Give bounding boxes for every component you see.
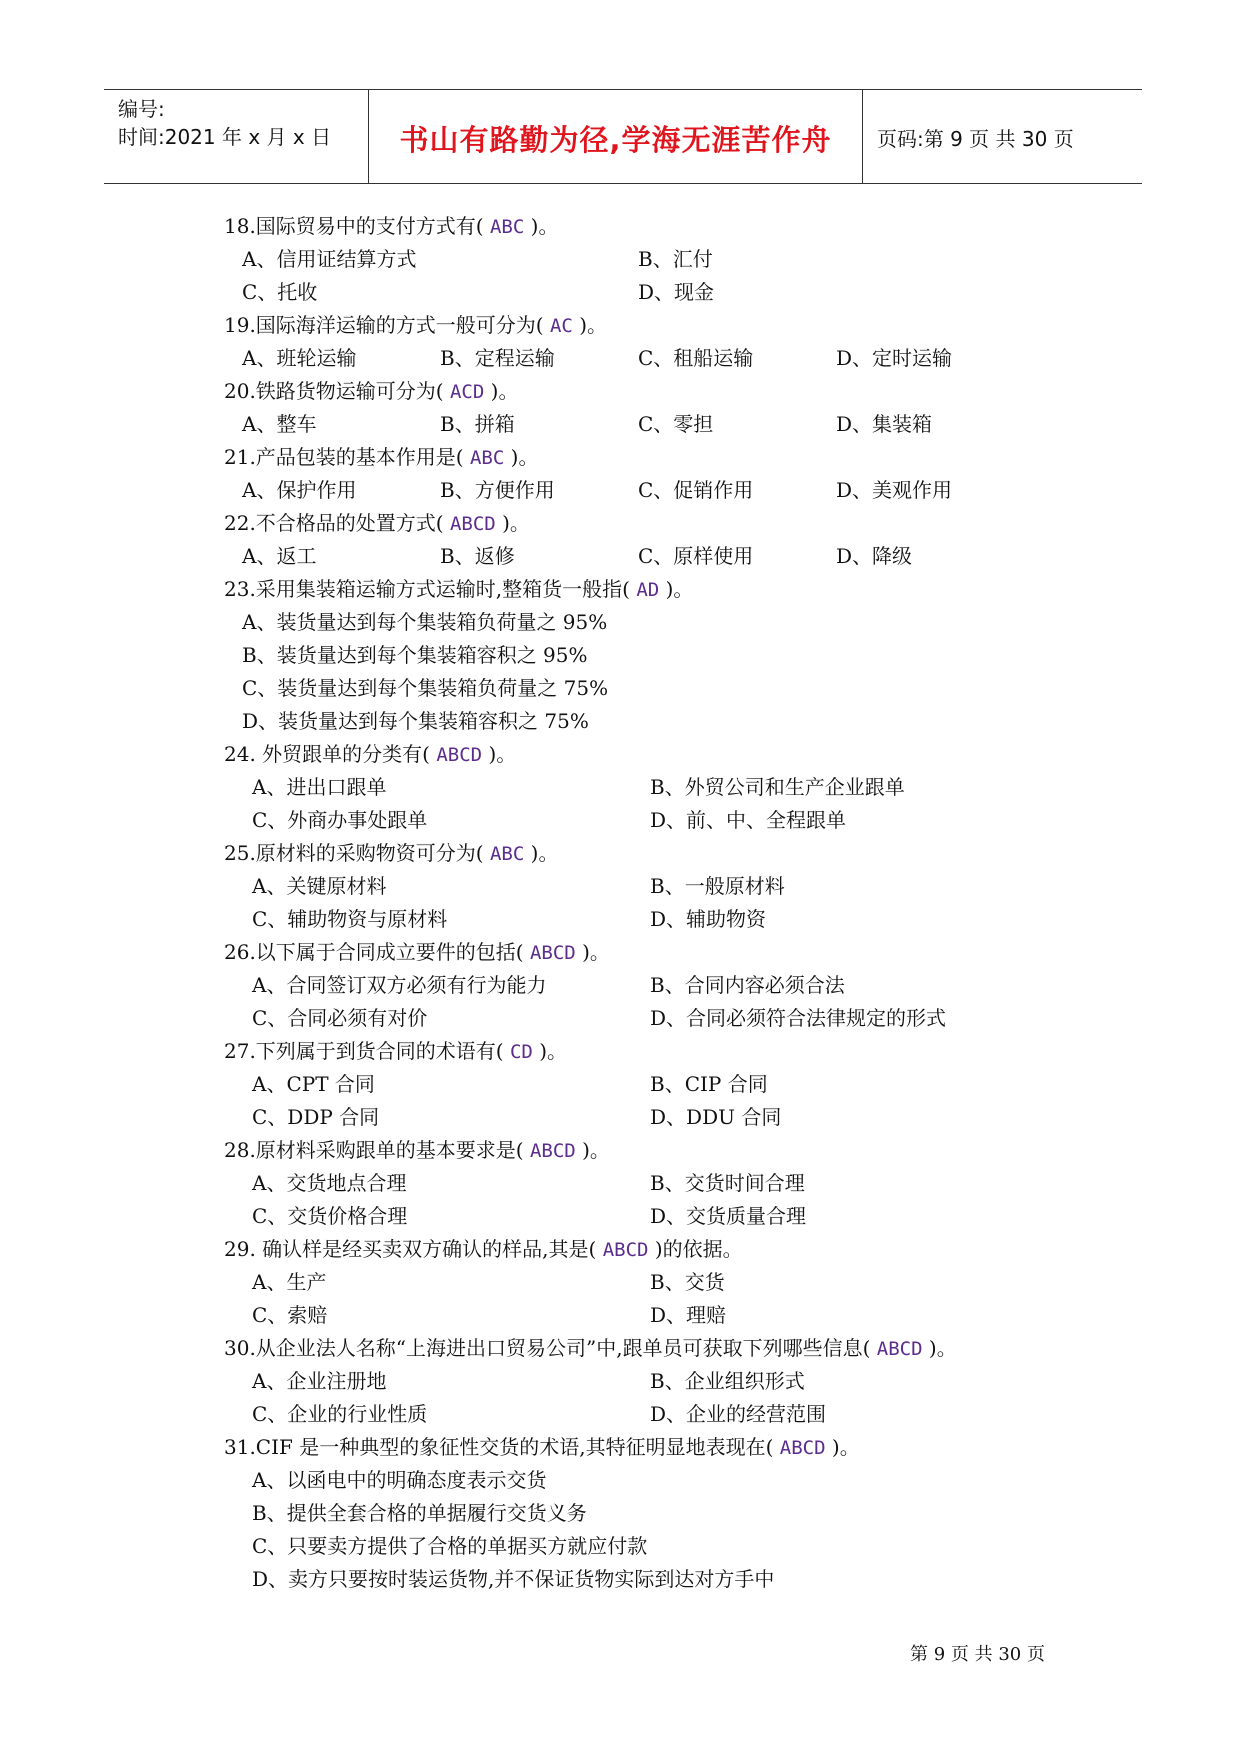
option-text: D、降级: [836, 544, 913, 568]
option-text: C、辅助物资与原材料: [252, 907, 448, 931]
option-text: B、定程运输: [440, 346, 555, 370]
option-text: D、定时运输: [836, 346, 953, 370]
option-text: D、集装箱: [836, 412, 933, 436]
option-text: A、信用证结算方式: [242, 247, 417, 271]
option-row: [224, 540, 1084, 573]
option-row: [224, 705, 1084, 738]
option-text: C、外商办事处跟单: [252, 808, 428, 832]
time-label: 时间:2021 年 x 月 x 日: [118, 125, 332, 149]
option-text: A、关键原材料: [252, 874, 387, 898]
option-text: C、DDP 合同: [252, 1105, 380, 1129]
option-text: C、合同必须有对价: [252, 1006, 428, 1030]
answer-text: ABC: [469, 447, 505, 469]
motto: 书山有路勤为径,学海无涯苦作舟: [399, 123, 832, 157]
answer-text: ABCD: [779, 1437, 826, 1459]
answer-text: ABCD: [602, 1239, 649, 1261]
option-text: A、CPT 合同: [252, 1072, 375, 1096]
question-text: 22.不合格品的处置方式(: [224, 511, 444, 535]
question-tail: )。: [490, 379, 519, 403]
question-list: [224, 210, 1084, 1596]
question-text: 19.国际海洋运输的方式一般可分为(: [224, 313, 544, 337]
option-text: C、托收: [242, 280, 318, 304]
option-row: [224, 1068, 1084, 1101]
question-text: 29. 确认样是经买卖双方确认的样品,其是(: [224, 1237, 597, 1261]
option-text: D、DDU 合同: [650, 1105, 782, 1129]
option-row: [224, 1101, 1084, 1134]
header-motto-cell: [369, 90, 863, 183]
option-text: C、原样使用: [638, 544, 754, 568]
question-tail: )。: [502, 511, 530, 535]
option-text: D、现金: [638, 280, 715, 304]
option-text: A、交货地点合理: [252, 1171, 407, 1195]
option-text: B、提供全套合格的单据履行交货义务: [252, 1501, 587, 1525]
option-row: [224, 804, 1084, 837]
option-text: B、外贸公司和生产企业跟单: [650, 775, 905, 799]
option-text: B、交货: [650, 1270, 725, 1294]
answer-text: ABCD: [436, 744, 483, 766]
option-text: D、装货量达到每个集装箱容积之 75%: [242, 709, 589, 733]
option-row: [224, 1464, 1084, 1497]
question-stem: [224, 441, 1084, 474]
option-text: A、企业注册地: [252, 1369, 387, 1393]
answer-text: CD: [509, 1041, 533, 1063]
option-text: C、促销作用: [638, 478, 754, 502]
option-row: [224, 276, 1084, 309]
answer-text: ABC: [489, 216, 525, 238]
option-row: [224, 1002, 1084, 1035]
question-tail: )的依据。: [654, 1237, 743, 1261]
question-tail: )。: [539, 1039, 568, 1063]
option-row: [224, 1563, 1084, 1596]
question-text: 31.CIF 是一种典型的象征性交货的术语,其特征明显地表现在(: [224, 1435, 774, 1459]
question-tail: )。: [582, 940, 610, 964]
question-tail: )。: [530, 841, 559, 865]
option-text: A、返工: [242, 544, 317, 568]
question-stem: [224, 1035, 1084, 1068]
option-text: B、交货时间合理: [650, 1171, 805, 1195]
number-label: 编号:: [118, 97, 165, 121]
option-text: B、装货量达到每个集装箱容积之 95%: [242, 643, 588, 667]
option-row: [224, 870, 1084, 903]
question-text: 30.从企业法人名称“上海进出口贸易公司”中,跟单员可获取下列哪些信息(: [224, 1336, 871, 1360]
option-text: A、整车: [242, 412, 317, 436]
question-tail: )。: [510, 445, 539, 469]
option-text: C、租船运输: [638, 346, 754, 370]
question-text: 26.以下属于合同成立要件的包括(: [224, 940, 524, 964]
question-text: 18.国际贸易中的支付方式有(: [224, 214, 484, 238]
option-text: D、交货质量合理: [650, 1204, 807, 1228]
option-row: [224, 1530, 1084, 1563]
header-page-cell: [863, 90, 1142, 183]
option-row: [224, 969, 1084, 1002]
option-text: C、索赔: [252, 1303, 328, 1327]
option-text: C、装货量达到每个集装箱负荷量之 75%: [242, 676, 609, 700]
option-row: [224, 639, 1084, 672]
answer-text: ABCD: [449, 513, 496, 535]
option-row: [224, 1266, 1084, 1299]
option-text: B、方便作用: [440, 478, 555, 502]
question-tail: )。: [488, 742, 517, 766]
option-row: [224, 903, 1084, 936]
question-stem: [224, 210, 1084, 243]
option-text: C、只要卖方提供了合格的单据买方就应付款: [252, 1534, 648, 1558]
answer-text: AC: [549, 315, 573, 337]
answer-text: ABCD: [529, 1140, 576, 1162]
option-text: B、汇付: [638, 247, 713, 271]
option-text: D、辅助物资: [650, 907, 767, 931]
question-stem: [224, 1233, 1084, 1266]
question-stem: [224, 1332, 1084, 1365]
option-text: A、进出口跟单: [252, 775, 387, 799]
question-tail: )。: [582, 1138, 610, 1162]
option-text: A、生产: [252, 1270, 327, 1294]
question-text: 25.原材料的采购物资可分为(: [224, 841, 484, 865]
question-stem: [224, 1134, 1084, 1167]
question-stem: [224, 507, 1084, 540]
option-text: C、交货价格合理: [252, 1204, 408, 1228]
option-text: D、卖方只要按时装运货物,并不保证货物实际到达对方手中: [252, 1567, 775, 1591]
option-text: B、拼箱: [440, 412, 515, 436]
question-text: 23.采用集装箱运输方式运输时,整箱货一般指(: [224, 577, 630, 601]
option-text: D、理赔: [650, 1303, 727, 1327]
option-text: D、企业的经营范围: [650, 1402, 827, 1426]
option-row: [224, 342, 1084, 375]
question-tail: )。: [928, 1336, 957, 1360]
option-text: C、零担: [638, 412, 714, 436]
question-text: 21.产品包装的基本作用是(: [224, 445, 464, 469]
page-label: 页码:第 9 页 共 30 页: [877, 127, 1074, 151]
question-tail: )。: [831, 1435, 860, 1459]
answer-text: ABC: [489, 843, 525, 865]
question-text: 27.下列属于到货合同的术语有(: [224, 1039, 504, 1063]
page-header: [104, 89, 1142, 184]
option-row: [224, 771, 1084, 804]
option-row: [224, 672, 1084, 705]
question-tail: )。: [665, 577, 694, 601]
option-text: B、CIP 合同: [650, 1072, 768, 1096]
question-stem: [224, 738, 1084, 771]
option-row: [224, 1299, 1084, 1332]
option-text: A、装货量达到每个集装箱负荷量之 95%: [242, 610, 608, 634]
option-row: [224, 474, 1084, 507]
option-text: D、前、中、全程跟单: [650, 808, 847, 832]
question-stem: [224, 375, 1084, 408]
option-text: A、合同签订双方必须有行为能力: [252, 973, 547, 997]
question-stem: [224, 309, 1084, 342]
option-row: [224, 243, 1084, 276]
question-stem: [224, 573, 1084, 606]
option-row: [224, 408, 1084, 441]
question-text: 28.原材料采购跟单的基本要求是(: [224, 1138, 524, 1162]
answer-text: AD: [636, 579, 660, 601]
answer-text: ACD: [449, 381, 485, 403]
answer-text: ABCD: [876, 1338, 923, 1360]
option-row: [224, 1200, 1084, 1233]
question-text: 24. 外贸跟单的分类有(: [224, 742, 430, 766]
option-text: D、美观作用: [836, 478, 953, 502]
question-text: 20.铁路货物运输可分为(: [224, 379, 444, 403]
option-text: B、合同内容必须合法: [650, 973, 845, 997]
option-text: B、企业组织形式: [650, 1369, 805, 1393]
option-row: [224, 1497, 1084, 1530]
page-footer: 第 9 页 共 30 页: [910, 1644, 1045, 1665]
option-text: A、以函电中的明确态度表示交货: [252, 1468, 547, 1492]
question-tail: )。: [530, 214, 559, 238]
option-row: [224, 1167, 1084, 1200]
question-stem: [224, 837, 1084, 870]
option-text: D、合同必须符合法律规定的形式: [650, 1006, 947, 1030]
option-row: [224, 1365, 1084, 1398]
option-text: B、一般原材料: [650, 874, 785, 898]
header-info-cell: [104, 90, 369, 183]
option-row: [224, 606, 1084, 639]
question-stem: [224, 936, 1084, 969]
answer-text: ABCD: [529, 942, 576, 964]
question-stem: [224, 1431, 1084, 1464]
option-text: C、企业的行业性质: [252, 1402, 428, 1426]
option-text: A、保护作用: [242, 478, 357, 502]
option-text: A、班轮运输: [242, 346, 357, 370]
question-tail: )。: [579, 313, 608, 337]
option-row: [224, 1398, 1084, 1431]
option-text: B、返修: [440, 544, 515, 568]
